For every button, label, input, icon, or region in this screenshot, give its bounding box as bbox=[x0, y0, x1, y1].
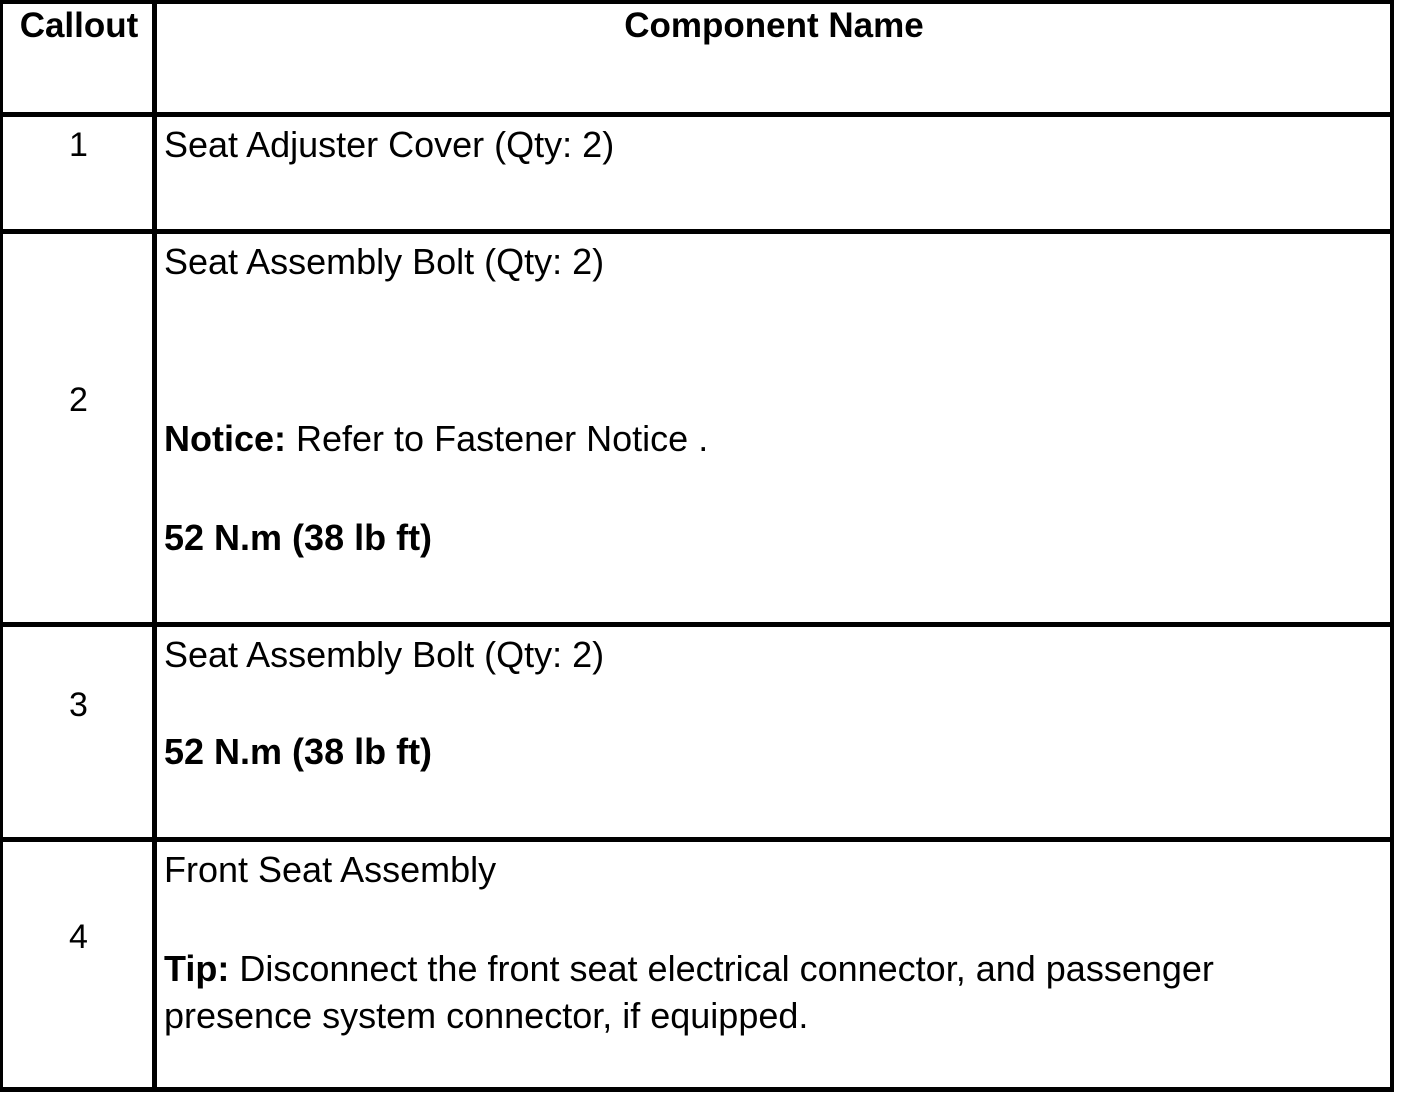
row-3-callout: 3 bbox=[69, 686, 88, 724]
row-4-component bbox=[164, 846, 1384, 1039]
row-4-tip-line-2: presence system connector, if equipped. bbox=[164, 995, 809, 1036]
row-2-component bbox=[164, 238, 1384, 561]
row-3-torque: 52 N.m (38 lb ft) bbox=[164, 731, 433, 772]
header-callout: Callout bbox=[19, 6, 139, 45]
row-2-notice-text: Refer to Fastener Notice . bbox=[286, 418, 709, 459]
row-4-tip-line-1 bbox=[164, 945, 1384, 992]
row-1-component bbox=[164, 121, 1384, 168]
row-2-callout: 2 bbox=[69, 381, 88, 419]
row-3-component-name: Seat Assembly Bolt (Qty: 2) bbox=[164, 634, 605, 675]
row-1-callout: 1 bbox=[69, 126, 88, 164]
row-2-notice-label: Notice: bbox=[164, 418, 287, 459]
table-border-left bbox=[0, 0, 3, 1092]
header-divider bbox=[0, 112, 1394, 117]
row-divider-1 bbox=[0, 229, 1394, 234]
row-1-component-name: Seat Adjuster Cover (Qty: 2) bbox=[164, 124, 615, 165]
row-4-tip-text-1: Disconnect the front seat electrical connector, and passenger bbox=[229, 948, 1214, 989]
column-divider bbox=[152, 0, 157, 1092]
row-4-callout: 4 bbox=[69, 918, 88, 956]
row-divider-3 bbox=[0, 837, 1394, 842]
row-2-torque: 52 N.m (38 lb ft) bbox=[164, 517, 433, 558]
row-divider-2 bbox=[0, 622, 1394, 627]
row-4-component-name: Front Seat Assembly bbox=[164, 849, 497, 890]
row-2-component-name: Seat Assembly Bolt (Qty: 2) bbox=[164, 241, 605, 282]
header-component-name: Component Name bbox=[624, 6, 924, 45]
row-2-notice bbox=[164, 415, 1384, 462]
row-4-tip-label: Tip: bbox=[164, 948, 230, 989]
table-border-bottom bbox=[0, 1087, 1394, 1092]
row-3-component bbox=[164, 631, 1384, 775]
table-border-top bbox=[0, 0, 1394, 4]
table-border-right bbox=[1390, 0, 1394, 1092]
